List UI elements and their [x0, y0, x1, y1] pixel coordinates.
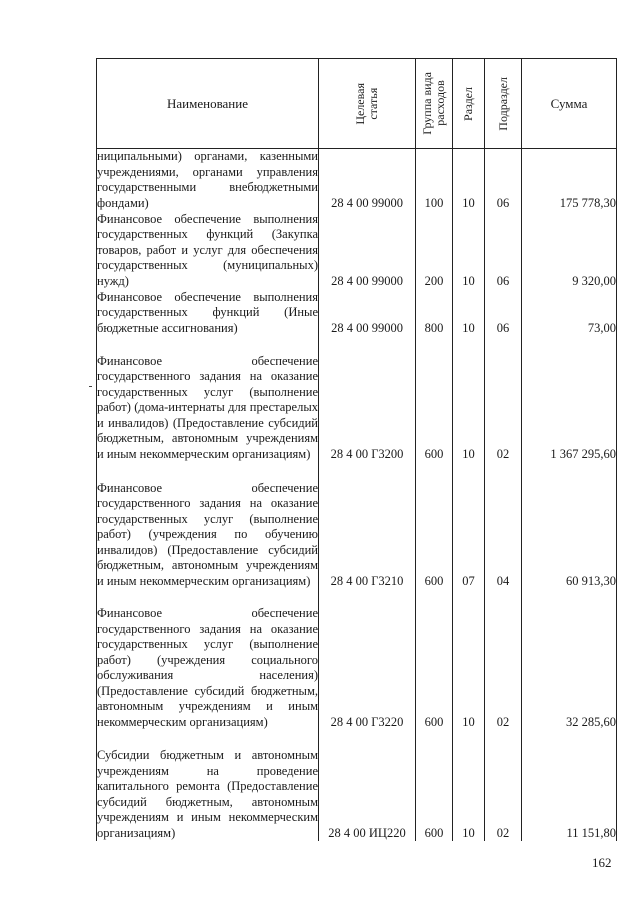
row-amount: 73,00 [522, 289, 617, 336]
table-row [97, 211, 617, 289]
row-amount: 32 285,60 [522, 589, 617, 730]
row-amount: 175 778,30 [522, 149, 617, 212]
row-target-article: 28 4 00 Г3210 [319, 462, 416, 589]
row-name: Финансовое обеспечение государственного задания на оказание государственных услуг (выполнение работ) (учреждения по обучению инвалидов) (Предоставление субсидий бюджетным, автономным учреждениям и иным некоммерческим организациям) [97, 462, 319, 589]
row-expense-group: 600 [416, 462, 453, 589]
row-subsection: 04 [485, 462, 522, 589]
row-section: 10 [453, 336, 485, 462]
row-name: Финансовое обеспечение государственного задания на оказание государственных услуг (выполнение работ) (дома-интернаты для престарелых и инвалидов) (Предоставление субсидий бюджетным, автономным учреждениям и иным некоммерческим организациям) [97, 336, 319, 462]
header-target-article-label: Целевая статья [353, 82, 380, 125]
table-body [97, 149, 617, 842]
table-header [97, 59, 617, 149]
row-subsection: 02 [485, 730, 522, 841]
row-section: 10 [453, 589, 485, 730]
header-target-article [319, 59, 416, 149]
row-subsection: 02 [485, 589, 522, 730]
header-subsection-label: Подраздел [495, 76, 510, 131]
table-row [97, 589, 617, 730]
margin-mark [89, 386, 92, 387]
row-amount: 9 320,00 [522, 211, 617, 289]
row-target-article: 28 4 00 99000 [319, 149, 416, 212]
row-target-article: 28 4 00 ИЦ220 [319, 730, 416, 841]
row-expense-group: 600 [416, 336, 453, 462]
budget-table [96, 58, 617, 841]
row-amount: 1 367 295,60 [522, 336, 617, 462]
row-section: 07 [453, 462, 485, 589]
row-expense-group: 100 [416, 149, 453, 212]
row-amount: 60 913,30 [522, 462, 617, 589]
row-name: Финансовое обеспечение выполнения государственных функций (Закупка товаров, работ и услуг для обеспечения государственных (муниципальных) нужд) [97, 211, 318, 288]
row-name: Субсидии бюджетным и автономным учреждениям на проведение капитального ремонта (Предоставление субсидий бюджетным, автономным учреждениям и иным некоммерческим организациям) [97, 730, 319, 841]
row-subsection: 06 [485, 149, 522, 212]
table-row [97, 289, 617, 336]
row-expense-group: 200 [416, 211, 453, 289]
row-section: 10 [453, 149, 485, 212]
header-expense-group [416, 59, 453, 149]
row-expense-group: 800 [416, 289, 453, 336]
row-expense-group: 600 [416, 589, 453, 730]
table-row [97, 149, 617, 212]
table-row [97, 730, 617, 841]
row-target-article: 28 4 00 Г3200 [319, 336, 416, 462]
row-name: ниципальными) органами, казенными учреждениями, органами управления государственными внебюджетными фондами) [97, 149, 318, 210]
row-section: 10 [453, 289, 485, 336]
header-section [453, 59, 485, 149]
header-name: Наименование [97, 59, 319, 149]
page-number: 162 [592, 855, 612, 870]
header-amount: Сумма [522, 59, 617, 149]
row-section: 10 [453, 730, 485, 841]
row-name: Финансовое обеспечение выполнения государственных функций (Иные бюджетные ассигнования) [97, 289, 318, 335]
row-name: Финансовое обеспечение государственного задания на оказание государственных услуг (выполнение работ) (учреждения социального обслуживания населения) (Предоставление субсидий бюджетным, автономным учреждениям и иным некоммерческим организациям) [97, 589, 319, 730]
row-target-article: 28 4 00 Г3220 [319, 589, 416, 730]
header-expense-group-label: Группа вида расходов [420, 72, 447, 135]
table-row [97, 462, 617, 589]
row-target-article: 28 4 00 99000 [319, 211, 416, 289]
header-section-label: Раздел [461, 86, 475, 121]
row-section: 10 [453, 211, 485, 289]
row-amount: 11 151,80 [522, 730, 617, 841]
header-subsection [485, 59, 522, 149]
row-expense-group: 600 [416, 730, 453, 841]
table-row [97, 336, 617, 462]
row-subsection: 06 [485, 211, 522, 289]
row-subsection: 02 [485, 336, 522, 462]
row-target-article: 28 4 00 99000 [319, 289, 416, 336]
row-subsection: 06 [485, 289, 522, 336]
